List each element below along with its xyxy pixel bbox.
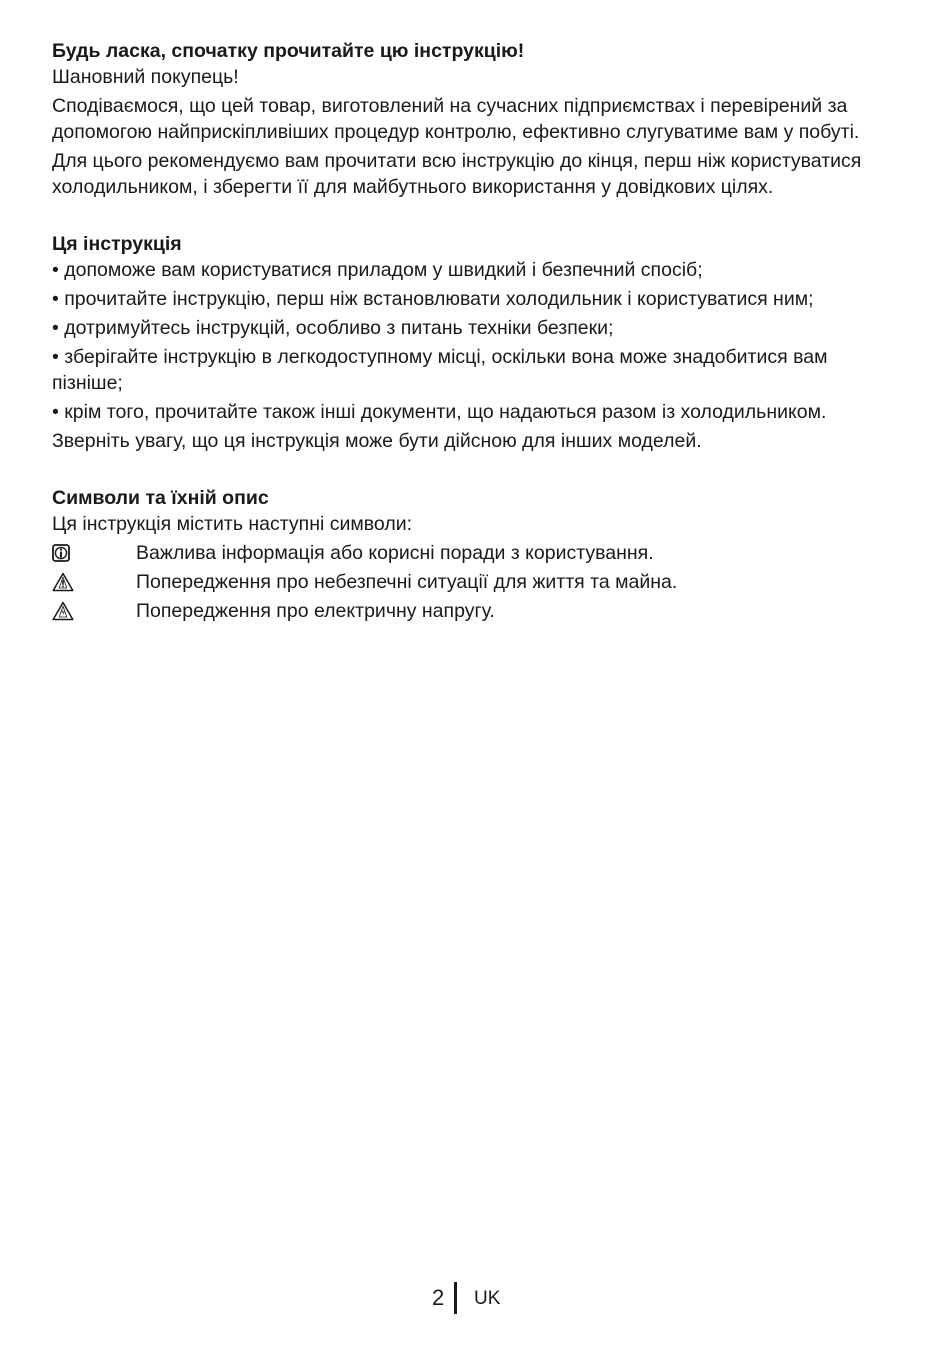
intro-title: Будь ласка, спочатку прочитайте цю інструкцію! <box>52 40 525 62</box>
section-gap <box>52 457 872 485</box>
symbols-intro: Ця інструкція містить наступні символи: <box>52 513 413 535</box>
electric-warning-icon <box>52 598 136 624</box>
manual-note: Зверніть увагу, що ця інструкція може бути дійсною для інших моделей. <box>52 430 702 452</box>
manual-bullet: • прочитайте інструкцію, перш ніж встановлювати холодильник і користуватися ним; <box>52 288 814 310</box>
page-footer <box>0 1282 950 1316</box>
manual-bullet: • зберігайте інструкцію в легкодоступному місці, оскільки вона може знадобитися вам пізніше; <box>52 346 828 394</box>
section-gap <box>52 203 872 231</box>
greeting: Шановний покупець! <box>52 66 239 88</box>
symbol-description: Попередження про електричну напругу. <box>136 600 495 622</box>
manual-bullet: • допоможе вам користуватися приладом у швидкий і безпечний спосіб; <box>52 259 703 281</box>
warning-icon <box>52 569 136 595</box>
intro-paragraph-1: Сподіваємося, що цей товар, виготовлений на сучасних підприємствах і перевірений за допомогою найприскіпливіших процедур контролю, ефективно слугуватиме вам у побуті. <box>52 95 860 143</box>
symbol-row-electric-warning <box>52 598 872 624</box>
symbol-description: Важлива інформація або корисні поради з користування. <box>136 542 654 564</box>
manual-bullet: • крім того, прочитайте також інші документи, що надаються разом із холодильником. <box>52 401 827 423</box>
language-code: UK <box>474 1288 501 1309</box>
info-icon <box>52 540 136 566</box>
symbol-row-info <box>52 540 872 566</box>
symbols-section-title: Символи та їхній опис <box>52 487 269 509</box>
symbol-row-warning <box>52 569 872 595</box>
footer-divider <box>454 1282 457 1314</box>
manual-bullet: • дотримуйтесь інструкцій, особливо з питань техніки безпеки; <box>52 317 614 339</box>
intro-paragraph-2: Для цього рекомендуємо вам прочитати всю інструкцію до кінця, перш ніж користуватися холодильником, і зберегти її для майбутнього використання у довідкових цілях. <box>52 150 862 198</box>
page-number: 2 <box>432 1285 445 1310</box>
symbol-description: Попередження про небезпечні ситуації для життя та майна. <box>136 571 678 593</box>
manual-section-title: Ця інструкція <box>52 233 182 255</box>
document-page <box>52 38 872 627</box>
